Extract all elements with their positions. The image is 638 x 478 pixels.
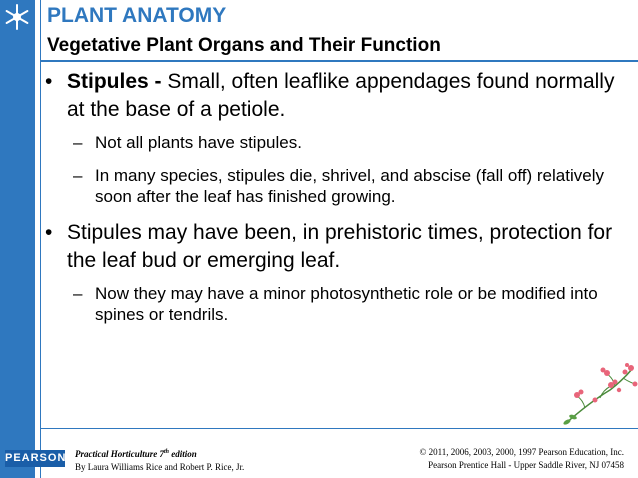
footer-book-info bbox=[75, 446, 244, 474]
title-divider bbox=[41, 60, 638, 62]
bullet-protection bbox=[45, 219, 625, 275]
dash-marker: – bbox=[73, 284, 83, 303]
footer-divider bbox=[41, 428, 638, 429]
flower-sprig-icon bbox=[555, 362, 638, 428]
pearson-logo: PEARSON bbox=[5, 450, 65, 467]
sidebar-band bbox=[0, 0, 35, 478]
sub-bullet bbox=[45, 283, 625, 325]
publisher-text: Pearson Prentice Hall - Upper Saddle River, NJ 07458 bbox=[428, 460, 624, 470]
bullet-dot: • bbox=[45, 221, 53, 244]
sub-bullet bbox=[45, 165, 625, 207]
slide-subtitle: Vegetative Plant Organs and Their Function bbox=[47, 35, 441, 56]
slide-content bbox=[45, 68, 625, 325]
bullet-stipules bbox=[45, 68, 625, 124]
bullet-text: Small, often leaflike appendages found normally at the base of a petiole. bbox=[67, 70, 615, 121]
sub-bullet-text: Now they may have a minor photosynthetic role or be modified into spines or tendrils. bbox=[95, 284, 598, 324]
book-title: Practical Horticulture 7th edition bbox=[75, 449, 197, 459]
snowflake-icon bbox=[2, 2, 32, 32]
bullet-dot: • bbox=[45, 70, 53, 93]
slide-title: PLANT ANATOMY bbox=[47, 4, 227, 27]
footer-copyright bbox=[420, 446, 624, 472]
book-authors: By Laura Williams Rice and Robert P. Rice, Jr. bbox=[75, 462, 245, 472]
left-rule bbox=[40, 0, 41, 478]
sub-bullet-text: Not all plants have stipules. bbox=[95, 133, 302, 152]
bullet-text: Stipules may have been, in prehistoric times, protection for the leaf bud or emerging leaf. bbox=[67, 221, 613, 272]
sub-bullet bbox=[45, 132, 625, 153]
sub-bullet-text: In many species, stipules die, shrivel, and abscise (fall off) relatively soon after the leaf has finished growing. bbox=[95, 166, 604, 206]
copyright-text: © 2011, 2006, 2003, 2000, 1997 Pearson Education, Inc. bbox=[419, 447, 624, 457]
dash-marker: – bbox=[73, 133, 83, 152]
bullet-term: Stipules - bbox=[67, 70, 162, 93]
dash-marker: – bbox=[73, 166, 83, 185]
